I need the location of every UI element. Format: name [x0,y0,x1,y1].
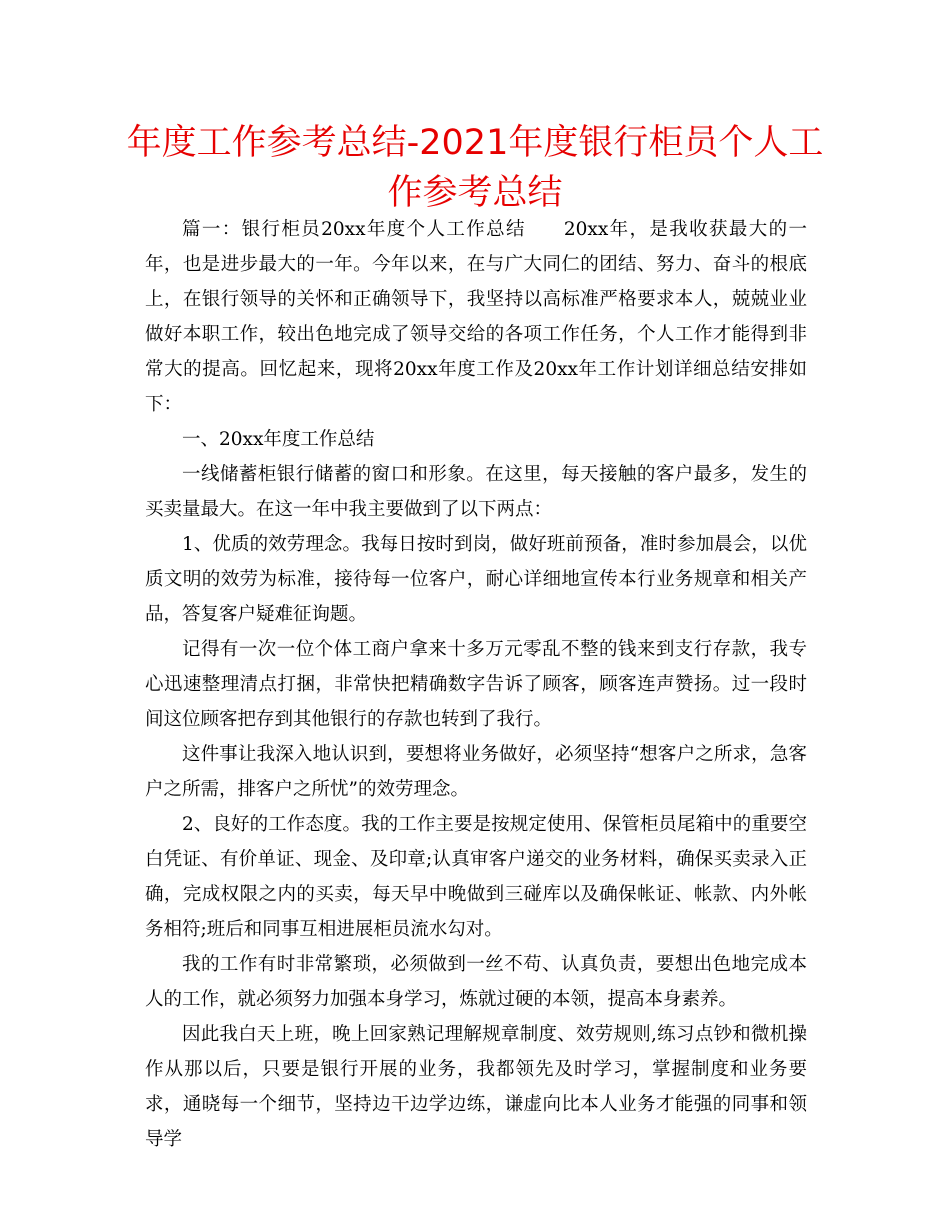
document-body [145,212,807,1157]
paragraph-intro [145,212,807,422]
paragraph-section-heading: 一、20xx年度工作总结 [182,429,375,450]
paragraph: 2、良好的工作态度。我的工作主要是按规定使用、保管柜员尾箱中的重要空白凭证、有价单证、现金、及印章;认真审客户递交的业务材料，确保买卖录入正确，完成权限之内的买卖，每天早中晚做到三碰库以及确保帐证、帐款、内外帐务相符;班后和同事互相进展柜员流水勾对。 [145,814,807,940]
paragraph: 因此我白天上班，晚上回家熟记理解规章制度、效劳规则,练习点钞和微机操作从那以后，只要是银行开展的业务，我都领先及时学习，掌握制度和业务要求，通晓每一个细节，坚持边干边学边练，谦虚向比本人业务才能强的同事和领导学 [145,1024,807,1150]
paragraph: 这件事让我深入地认识到，要想将业务做好，必须坚持“想客户之所求，急客户之所需，排客户之所忧”的效劳理念。 [145,744,807,800]
paragraph: 记得有一次一位个体工商户拿来十多万元零乱不整的钱来到支行存款，我专心迅速整理清点打捆，非常快把精确数字告诉了顾客，顾客连声赞扬。过一段时间这位顾客把存到其他银行的存款也转到了我行。 [145,639,807,730]
paragraph: 我的工作有时非常繁琐，必须做到一丝不苟、认真负责，要想出色地完成本人的工作，就必须努力加强本身学习，炼就过硬的本领，提高本身素养。 [145,954,807,1010]
document-title: 年度工作参考总结-2021年度银行柜员个人工作参考总结 [126,123,824,213]
intro-heading: 篇一：银行柜员20xx年度个人工作总结 [182,219,526,240]
paragraph: 一线储蓄柜银行储蓄的窗口和形象。在这里，每天接触的客户最多，发生的买卖量最大。在这一年中我主要做到了以下两点： [145,464,807,520]
paragraph: 1、优质的效劳理念。我每日按时到岗，做好班前预备，准时参加晨会，以优质文明的效劳为标准，接待每一位客户，耐心详细地宣传本行业务规章和相关产品，答复客户疑难征询题。 [145,534,807,625]
intro-text: 20xx年，是我收获最大的一年，也是进步最大的一年。今年以来，在与广大同仁的团结、努力、奋斗的根底上，在银行领导的关怀和正确领导下，我坚持以高标准严格要求本人，兢兢业业做好本职工作，较出色地完成了领导交给的各项工作任务，个人工作才能得到非常大的提高。回忆起来，现将20xx年度工作及20xx年工作计划详细总结安排如下： [145,219,807,415]
